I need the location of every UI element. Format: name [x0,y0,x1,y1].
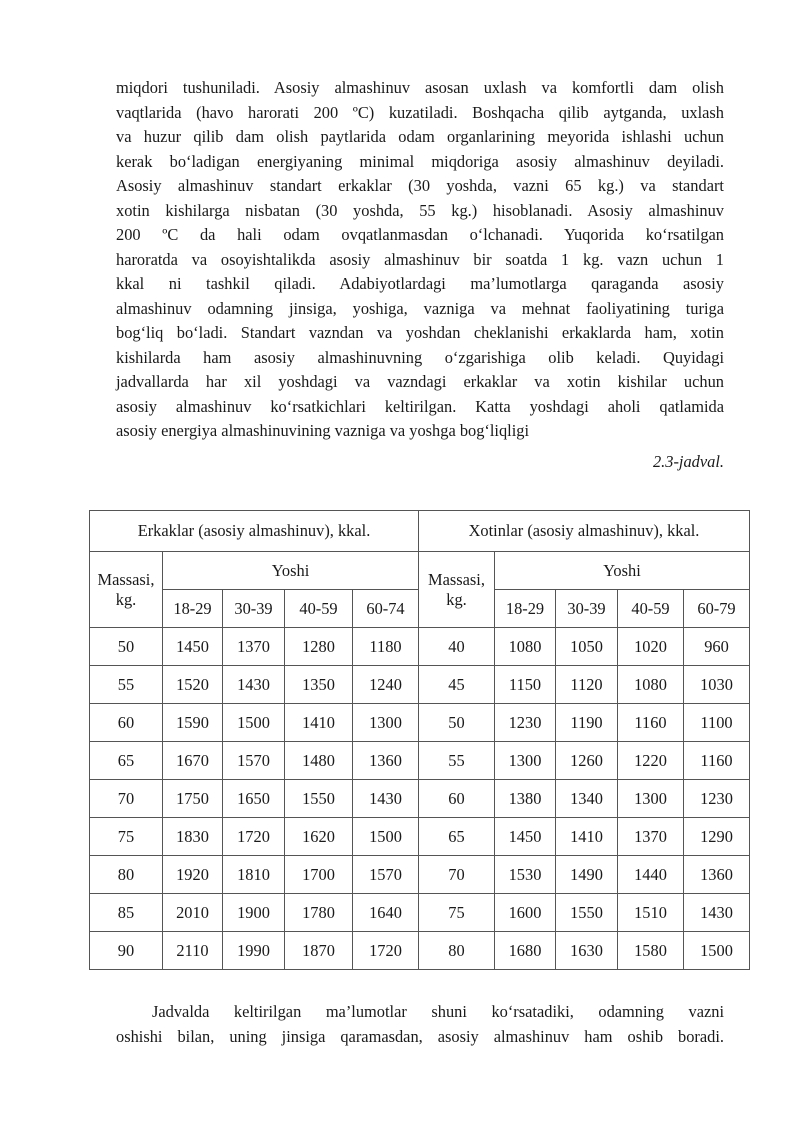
table-cell: 90 [90,932,163,970]
table-cell: 1680 [495,932,556,970]
table-cell: 1350 [285,666,353,704]
text-line: bog‘liq bo‘ladi. Standart vazndan va yoshdan cheklanishi erkaklarda ham, xotin [116,323,724,342]
table-cell: 1430 [223,666,285,704]
table-cell: 1020 [618,628,684,666]
table-cell: 1500 [684,932,750,970]
table-cell: 1150 [495,666,556,704]
text-line: kishilarda ham asosiy almashinuvning o‘zgarishiga olib keladi. Quyidagi [116,347,724,367]
table-cell: 1510 [618,894,684,932]
table-cell: 80 [419,932,495,970]
table-cell: 1240 [353,666,419,704]
text-line: asosiy almashinuv ko‘rsatkichlari keltirilgan. Katta yoshdagi aholi qatlamida [116,396,724,416]
women-header: Xotinlar (asosiy almashinuv), kkal. [419,511,750,552]
table-cell: 1190 [556,704,618,742]
table-cell: 1230 [684,780,750,818]
table-cell: 1260 [556,742,618,780]
table-cell: 1650 [223,780,285,818]
table-cell: 2110 [163,932,223,970]
table-cell: 1300 [495,742,556,780]
table-cell: 1050 [556,628,618,666]
text-line: haroratda va osoyishtalikda asosiy almashinuv bir soatda 1 kg. vazn uchun 1 [116,249,724,269]
table-cell: 1490 [556,856,618,894]
men-age-group: 18-29 [163,590,223,628]
table-cell: 1450 [163,628,223,666]
table-row [90,742,750,780]
table-cell: 1290 [684,818,750,856]
table-cell: 1380 [495,780,556,818]
table-cell: 85 [90,894,163,932]
men-age-group: 40-59 [285,590,353,628]
table-cell: 1080 [618,666,684,704]
text-line: Asosiy almashinuv standart erkaklar (30 yoshda, vazni 65 kg.) va standart [116,176,724,195]
women-mass-header: Massasi, kg. [419,552,495,628]
text-line: va huzur qilib dam olish paytlarida odam organlarining meyorida ishlashi uchun [116,127,724,146]
table-cell: 1220 [618,742,684,780]
table-cell: 75 [419,894,495,932]
table-cell: 1450 [495,818,556,856]
text-line: 200 ºC da hali odam ovqatlanmasdan o‘lchanadi. Yuqorida ko‘rsatilgan [116,225,724,244]
body-paragraph-1 [116,76,724,444]
table-cell: 50 [419,704,495,742]
table-cell: 1830 [163,818,223,856]
table-cell: 960 [684,628,750,666]
table-cell: 1700 [285,856,353,894]
table-group-header-row [90,511,750,552]
table-caption: 2.3-jadval. [652,452,724,471]
table-cell: 1580 [618,932,684,970]
women-age-group: 18-29 [495,590,556,628]
men-age-group: 30-39 [223,590,285,628]
table-cell: 1870 [285,932,353,970]
table-cell: 1280 [285,628,353,666]
women-age-header: Yoshi [495,552,750,590]
men-age-header: Yoshi [163,552,419,590]
women-age-group: 60-79 [684,590,750,628]
women-age-group: 30-39 [556,590,618,628]
table-cell: 1550 [285,780,353,818]
table-cell: 1370 [223,628,285,666]
table-cell: 1340 [556,780,618,818]
table-cell: 65 [90,742,163,780]
table-cell: 1430 [353,780,419,818]
table-cell: 1530 [495,856,556,894]
table-cell: 1720 [353,932,419,970]
text-line: xotin kishilarga nisbatan (30 yoshda, 55 kg.) hisoblanadi. Asosiy almashinuv [116,200,724,220]
women-age-group: 40-59 [618,590,684,628]
table-row [90,894,750,932]
table-cell: 50 [90,628,163,666]
table-cell: 1480 [285,742,353,780]
table-cell: 1030 [684,666,750,704]
table-cell: 1430 [684,894,750,932]
table-cell: 1410 [556,818,618,856]
table-cell: 1160 [618,704,684,742]
table-cell: 60 [419,780,495,818]
text-line: oshishi bilan, uning jinsiga qaramasdan, asosiy almashinuv ham oshib boradi. [116,1026,724,1046]
table-cell: 1570 [223,742,285,780]
table-row [90,628,750,666]
table-cell: 2010 [163,894,223,932]
table-row [90,780,750,818]
table-cell: 1810 [223,856,285,894]
table-cell: 70 [419,856,495,894]
table-cell: 1360 [353,742,419,780]
table-cell: 1410 [285,704,353,742]
table-cell: 1630 [556,932,618,970]
table-cell: 75 [90,818,163,856]
table-cell: 80 [90,856,163,894]
table-cell: 1600 [495,894,556,932]
table-cell: 1360 [684,856,750,894]
table-cell: 1370 [618,818,684,856]
table-cell: 1900 [223,894,285,932]
text-line: vaqtlarida (havo harorati 200 ºC) kuzatiladi. Boshqacha qilib aytganda, uxlash [116,102,724,122]
table-cell: 55 [90,666,163,704]
text-line: kkal ni tashkil qiladi. Adabiyotlardagi ma’lumotlarga qaraganda asosiy [116,274,724,293]
text-line: miqdori tushuniladi. Asosiy almashinuv asosan uxlash va komfortli dam olish [116,78,724,97]
table-cell: 1670 [163,742,223,780]
table-cell: 1080 [495,628,556,666]
table-cell: 60 [90,704,163,742]
men-mass-header: Massasi, kg. [90,552,163,628]
table-cell: 70 [90,780,163,818]
table-cell: 45 [419,666,495,704]
table-row [90,666,750,704]
table-cell: 1440 [618,856,684,894]
text-line: kerak bo‘ladigan energiyaning minimal miqdoriga asosiy almashinuv deyiladi. [116,151,724,171]
table-cell: 1780 [285,894,353,932]
table-cell: 1500 [353,818,419,856]
text-line: almashinuv odamning jinsiga, yoshiga, vazniga va mehnat faoliyatining turiga [116,298,724,318]
table-cell: 1100 [684,704,750,742]
table-cell: 65 [419,818,495,856]
table-cell: 1640 [353,894,419,932]
text-line: jadvallarda har xil yoshdagi va vazndagi erkaklar va xotin kishilar uchun [116,372,724,391]
table-cell: 1590 [163,704,223,742]
text-line: Jadvalda keltirilgan ma’lumotlar shuni ko‘rsatadiki, odamning vazni [152,1002,724,1021]
table-cell: 1120 [556,666,618,704]
table-cell: 1720 [223,818,285,856]
table-age-label-row [90,552,750,590]
table-cell: 1300 [353,704,419,742]
table-cell: 1180 [353,628,419,666]
table-row [90,818,750,856]
text-line: asosiy energiya almashinuvining vazniga va yoshga bog‘liqligi [116,421,530,440]
men-age-group: 60-74 [353,590,419,628]
body-paragraph-2 [116,1000,724,1049]
men-header: Erkaklar (asosiy almashinuv), kkal. [90,511,419,552]
metabolism-table [89,510,750,970]
table-cell: 1500 [223,704,285,742]
table-cell: 1920 [163,856,223,894]
table-row [90,704,750,742]
table-cell: 1550 [556,894,618,932]
table-cell: 1230 [495,704,556,742]
table-cell: 1160 [684,742,750,780]
table-cell: 1300 [618,780,684,818]
table-cell: 1570 [353,856,419,894]
table-cell: 1990 [223,932,285,970]
table-row [90,856,750,894]
table-cell: 1620 [285,818,353,856]
table-cell: 55 [419,742,495,780]
table-cell: 1750 [163,780,223,818]
table-cell: 1520 [163,666,223,704]
table-cell: 40 [419,628,495,666]
table-row [90,932,750,970]
